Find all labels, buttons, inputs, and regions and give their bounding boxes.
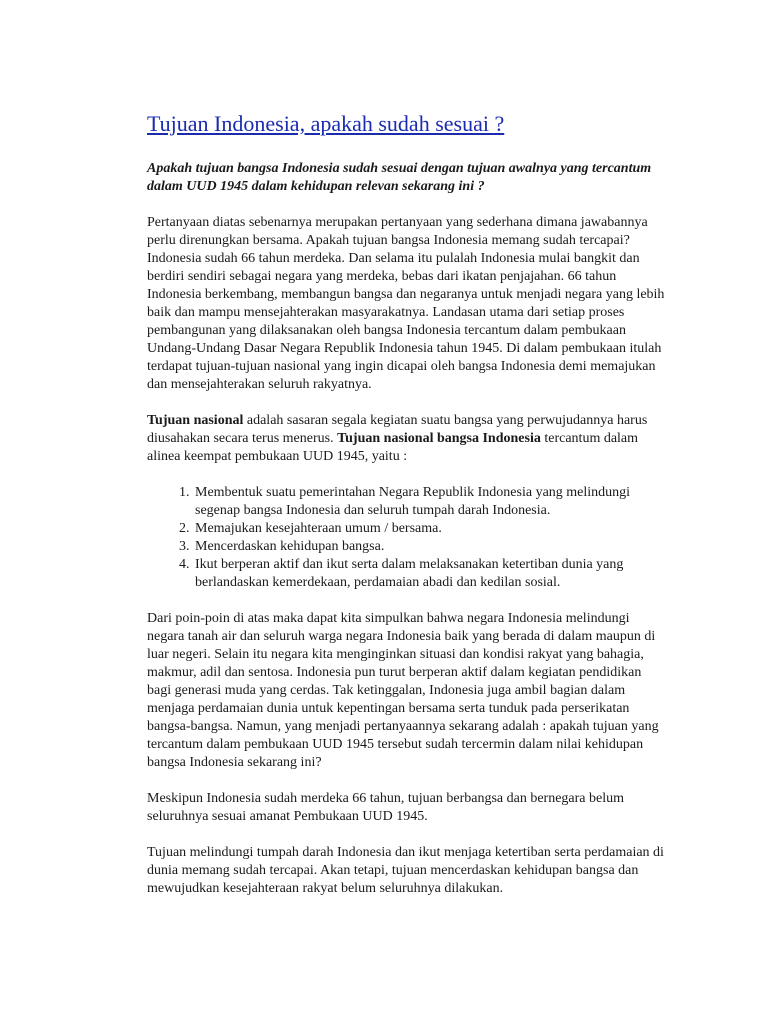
paragraph-assessment: Tujuan melindungi tumpah darah Indonesia dan ikut menjaga ketertiban serta perdamaian di dunia memang sudah tercapai. Akan tetapi, tujuan mencerdaskan kehidupan bangsa dan mewujudkan kesejahteraan rakyat belum seluruhnya dilakukan. [147, 845, 664, 896]
document-page [147, 110, 667, 916]
list-item: 2. Memajukan kesejahteraan umum / bersama. [193, 520, 667, 538]
list-item: 1. Membentuk suatu pemerintahan Negara Republik Indonesia yang melindungi segenap bangsa Indonesia dan seluruh tumpah darah Indonesia. [193, 484, 667, 520]
article-subtitle: Apakah tujuan bangsa Indonesia sudah sesuai dengan tujuan awalnya yang tercantum dalam UUD 1945 dalam kehidupan relevan sekarang ini ? [147, 161, 652, 194]
paragraph-conclusion: Dari poin-poin di atas maka dapat kita simpulkan bahwa negara Indonesia melindungi negara tanah air dan seluruh warga negara Indonesia baik yang berada di dalam maupun di luar negeri. Selain itu negara kita menginginkan situasi dan kondisi rakyat yang bahagia, makmur, adil dan sentosa. Indonesia pun turut berperan aktif dalam kegiatan pendidikan bagi generasi muda yang cerdas. Tak ketinggalan, Indonesia juga ambil bagian dalam menjaga perdamaian dunia untuk kepentingan bersama serta tunduk pada perserikatan bangsa-bangsa. Namun, yang menjadi pertanyaannya sekarang adalah : apakah tujuan yang tercantum dalam pembukaan UUD 1945 tersebut sudah tercermin dalam nilai kehidupan bangsa Indonesia sekarang ini? [147, 611, 659, 770]
paragraph-intro: Pertanyaan diatas sebenarnya merupakan pertanyaan yang sederhana dimana jawabannya perlu direnungkan bersama. Apakah tujuan bangsa Indonesia memang sudah tercapai? Indonesia sudah 66 tahun merdeka. Dan selama itu pulalah Indonesia mulai bangkit dan berdiri sendiri sebagai negara yang merdeka, bebas dari ikatan penjajahan. 66 tahun Indonesia berkembang, membangun bangsa dan negaranya untuk menjadi negara yang lebih baik dan mampu mensejahterakan masyarakatnya. Landasan utama dari setiap proses pembangunan yang dilaksanakan oleh bangsa Indonesia tercantum dalam pembukaan Undang-Undang Dasar Negara Republik Indonesia tahun 1945. Di dalam pembukaan itulah terdapat tujuan-tujuan nasional yang ingin dicapai oleh bangsa Indonesia demi memajukan dan mensejahterakan seluruh rakyatnya. [147, 215, 665, 392]
article-title-link[interactable]: Tujuan Indonesia, apakah sudah sesuai ? [147, 111, 505, 136]
national-goals-list [147, 484, 667, 592]
list-item: 4. Ikut berperan aktif dan ikut serta dalam melaksanakan ketertiban dunia yang berlandaskan kemerdekaan, perdamaian abadi dan kedilan sosial. [193, 556, 667, 592]
paragraph-independence: Meskipun Indonesia sudah merdeka 66 tahun, tujuan berbangsa dan bernegara belum seluruhnya sesuai amanat Pembukaan UUD 1945. [147, 791, 625, 824]
paragraph-text: tercantum dalam alinea keempat pembukaan UUD 1945, yaitu : [147, 431, 639, 464]
paragraph-text: adalah sasaran segala kegiatan suatu bangsa yang perwujudannya harus diusahakan secara terus menerus. [147, 413, 648, 446]
paragraph-tujuan-nasional [147, 412, 667, 466]
bold-term-tujuan-bangsa: Tujuan nasional bangsa Indonesia [337, 431, 541, 446]
list-item: 3. Mencerdaskan kehidupan bangsa. [193, 538, 667, 556]
bold-term-tujuan-nasional: Tujuan nasional [147, 413, 244, 428]
